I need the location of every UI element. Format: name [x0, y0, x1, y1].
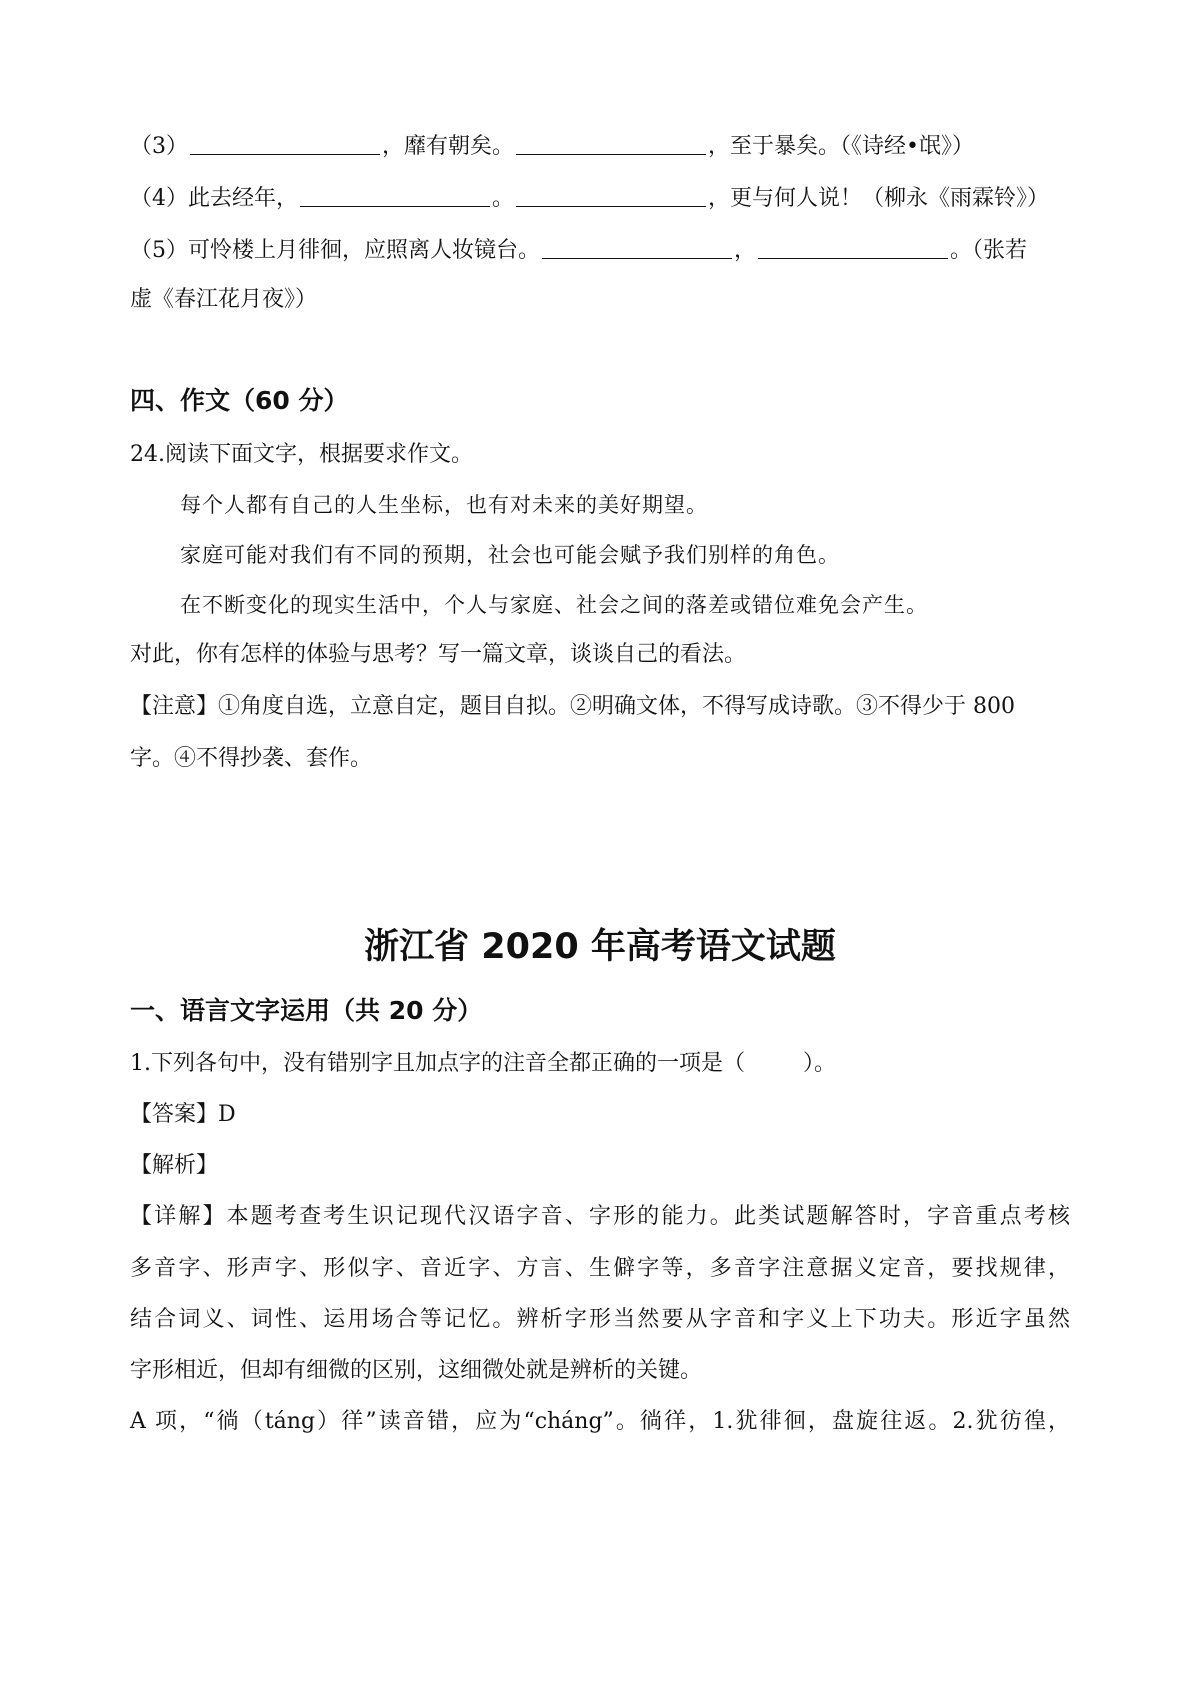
q5-continuation: 虚《春江花月夜》） [130, 287, 318, 312]
q5-line [130, 236, 1070, 266]
answer-blank [300, 184, 490, 207]
q24-note-line-2: 字。④不得抄袭、套作。 [130, 746, 373, 771]
q24-note-line-1: 【注意】①角度自选，立意自定，题目自拟。②明确文体，不得写成诗歌。③不得少于 800 [130, 694, 1015, 719]
answer-blank [190, 132, 380, 155]
q1-stem-end: ）。 [803, 1051, 837, 1076]
q4-mid: 。 [492, 186, 515, 211]
q1-detail-line-4: 字形相近，但却有细微的区别，这细微处就是辨析的关键。 [130, 1358, 703, 1383]
q5-suffix: 。（张若 [950, 238, 1028, 263]
q3-prefix: （3） [130, 134, 188, 159]
q1-detail-line-2: 多音字、形声字、形似字、音近字、方言、生僻字等，多音字注意据义定音，要找规律， [130, 1256, 1070, 1281]
q24-material-3: 在不断变化的现实生活中，个人与家庭、社会之间的落差或错位难免会产生。 [180, 593, 928, 617]
q1-analysis-label: 【解析】 [130, 1153, 219, 1178]
q4-prefix: （4）此去经年， [130, 186, 298, 211]
q5-mid: ， [734, 238, 757, 263]
q24-prompt: 对此，你有怎样的体验与思考？写一篇文章，谈谈自己的看法。 [130, 642, 747, 667]
answer-blank [516, 184, 706, 207]
q24-material-1: 每个人都有自己的人生坐标，也有对未来的美好期望。 [180, 493, 708, 517]
q24-stem: 24.阅读下面文字，根据要求作文。 [130, 442, 473, 467]
answer-blank [516, 132, 706, 155]
q1-detail-line-1: 【详解】本题考查考生识记现代汉语字音、字形的能力。此类试题解答时，字音重点考核 [130, 1204, 1070, 1229]
q3-suffix: ，至于暴矣。（《诗经•氓》） [708, 134, 974, 159]
q4-suffix: ，更与何人说！（柳永《雨霖铃》） [708, 186, 1050, 211]
q24-material-2: 家庭可能对我们有不同的预期，社会也可能会赋予我们别样的角色。 [180, 543, 840, 567]
section1-heading: 一、语言文字运用（共 20 分） [130, 996, 483, 1025]
q1-stem [130, 1049, 1070, 1079]
q3-line [130, 132, 1070, 162]
q5-prefix: （5）可怜楼上月徘徊，应照离人妆镜台。 [130, 238, 540, 263]
answer-blank [758, 236, 948, 259]
answer-blank [542, 236, 732, 259]
q3-mid: ，靡有朝矣。 [382, 134, 515, 159]
q1-option-a: A 项，“徜（táng）徉”读音错，应为“cháng”。徜徉，1.犹徘徊，盘旋往返。2.犹彷徨， [130, 1409, 1070, 1434]
q1-detail-line-3: 结合词义、词性、运用场合等记忆。辨析字形当然要从字音和字义上下功夫。形近字虽然 [130, 1307, 1070, 1332]
q1-answer: 【答案】D [130, 1102, 236, 1127]
section4-heading: 四、作文（60 分） [130, 386, 349, 415]
q4-line [130, 184, 1070, 214]
exam-title: 浙江省 2020 年高考语文试题 [364, 927, 836, 967]
q1-stem-text: 1.下列各句中，没有错别字且加点字的注音全都正确的一项是（ [130, 1051, 745, 1076]
